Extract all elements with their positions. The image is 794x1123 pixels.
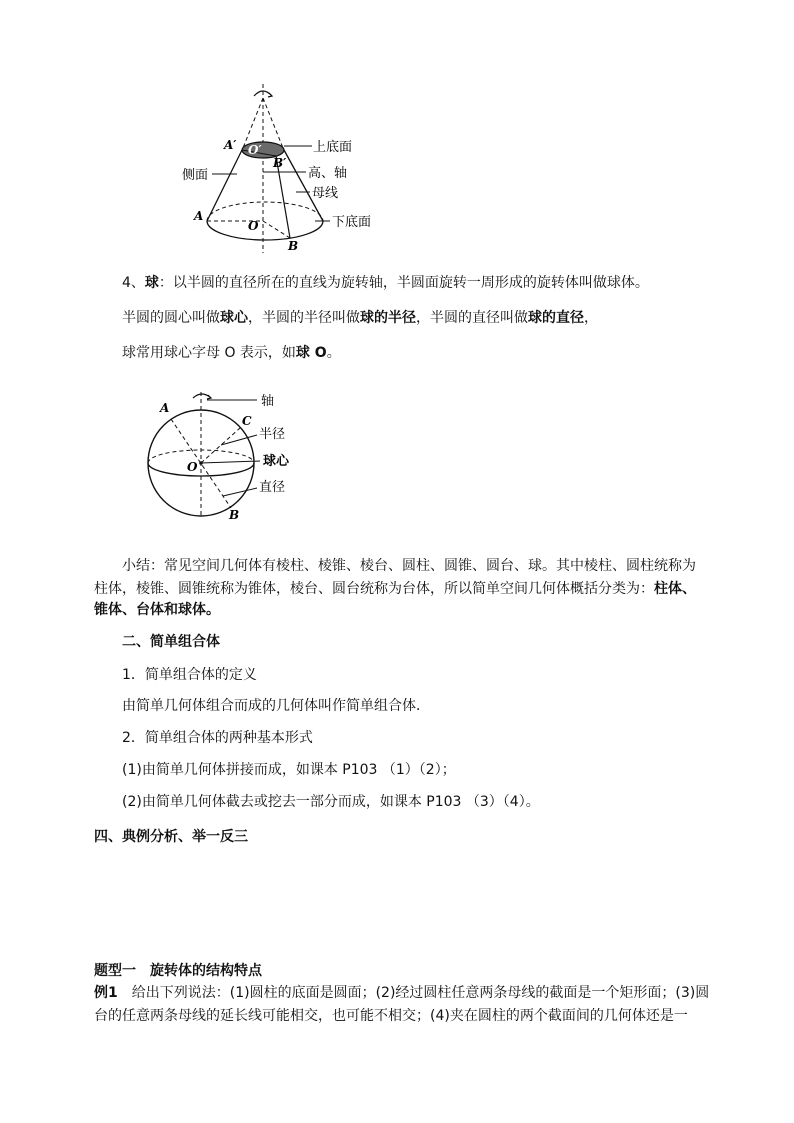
label-diameter: 直径	[259, 480, 286, 495]
label-bottom-base: 下底面	[332, 215, 372, 230]
label-o: O	[248, 219, 259, 233]
terms-seg: 半圆的圆心叫做	[122, 310, 220, 326]
summary-line-3: 锥体、台体和球体。	[94, 602, 220, 618]
label-b: B	[229, 508, 240, 522]
section-heading-examples: 四、典例分析、举一反三	[94, 829, 248, 845]
example-label: 例1	[94, 985, 118, 1001]
sphere-def-text: ：以半圆的直径所在的直线为旋转轴，半圆面旋转一周形成的旋转体叫做球体。	[158, 275, 649, 291]
sphere-notation-line	[122, 343, 341, 363]
sphere-definition	[122, 273, 649, 293]
label-a: A	[160, 401, 170, 415]
terms-seg: ，	[584, 310, 598, 326]
notation-seg: 球常用球心字母 O 表示，如	[122, 345, 296, 361]
combination-form-1: (1)由简单几何体拼接而成，如课本 P103 （1）（2）；	[122, 762, 456, 778]
notation-seg: 。	[326, 345, 341, 361]
label-o-prime: O′	[248, 143, 262, 157]
frustum-diagram	[160, 78, 390, 258]
label-lateral: 侧面	[182, 168, 209, 183]
combination-item-1: 1．简单组合体的定义	[122, 667, 257, 683]
label-center: 球心	[263, 454, 290, 469]
label-b-prime: B′	[273, 156, 287, 170]
sphere-def-term: 球	[144, 275, 159, 291]
example-type-title: 题型一 旋转体的结构特点	[94, 963, 262, 979]
label-b: B	[288, 239, 299, 253]
combination-form-2: (2)由简单几何体截去或挖去一部分而成，如课本 P103 （3）（4）。	[122, 794, 540, 810]
combination-item-2: 2．简单组合体的两种基本形式	[122, 730, 313, 746]
notation-sphere-o: 球 O	[295, 345, 327, 361]
example-1-line-1	[94, 983, 709, 1003]
label-top-base: 上底面	[313, 140, 353, 155]
summary-line-2	[94, 579, 696, 599]
term-sphere-center: 球心	[220, 310, 248, 326]
sphere-def-number: 4、	[122, 275, 145, 291]
sphere-radius-line	[201, 428, 240, 463]
terms-seg: ，半圆的直径叫做	[416, 310, 528, 326]
label-a-prime: A′	[224, 138, 237, 152]
example-text: 给出下列说法：(1)圆柱的底面是圆面；(2)经过圆柱任意两条母线的截面是一个矩形面；(3)圆	[117, 985, 710, 1001]
label-a: A	[194, 209, 204, 223]
term-sphere-diameter: 球的直径	[528, 310, 584, 326]
sphere-diagram	[135, 388, 305, 523]
frustum-side-left	[207, 150, 242, 221]
example-1-line-2: 台的任意两条母线的延长线可能相交，也可能不相交；(4)夹在圆柱的两个截面间的几何体还是一	[94, 1008, 688, 1024]
label-axis: 轴	[261, 394, 275, 409]
summary-seg-bold: 柱体、	[654, 581, 696, 597]
label-height-axis: 高、轴	[308, 166, 348, 181]
summary-seg: 柱体，棱锥、圆锥统称为锥体，棱台、圆台统称为台体，所以简单空间几何体概括分类为：	[94, 581, 654, 597]
label-generatrix: 母线	[312, 186, 339, 201]
label-o: O	[187, 460, 198, 474]
summary-line-1: 小结：常见空间几何体有棱柱、棱锥、棱台、圆柱、圆锥、圆台、球。其中棱柱、圆柱统称为	[122, 558, 696, 574]
sphere-terms-line	[122, 308, 598, 328]
section-heading-combination: 二、简单组合体	[122, 634, 220, 650]
term-sphere-radius: 球的半径	[360, 310, 416, 326]
combination-item-1-text: 由简单几何体组合而成的几何体叫作简单组合体．	[122, 698, 430, 714]
frustum-bottom-base	[207, 221, 323, 240]
label-c: C	[242, 414, 252, 428]
label-radius: 半径	[259, 427, 286, 442]
terms-seg: ，半圆的半径叫做	[248, 310, 360, 326]
